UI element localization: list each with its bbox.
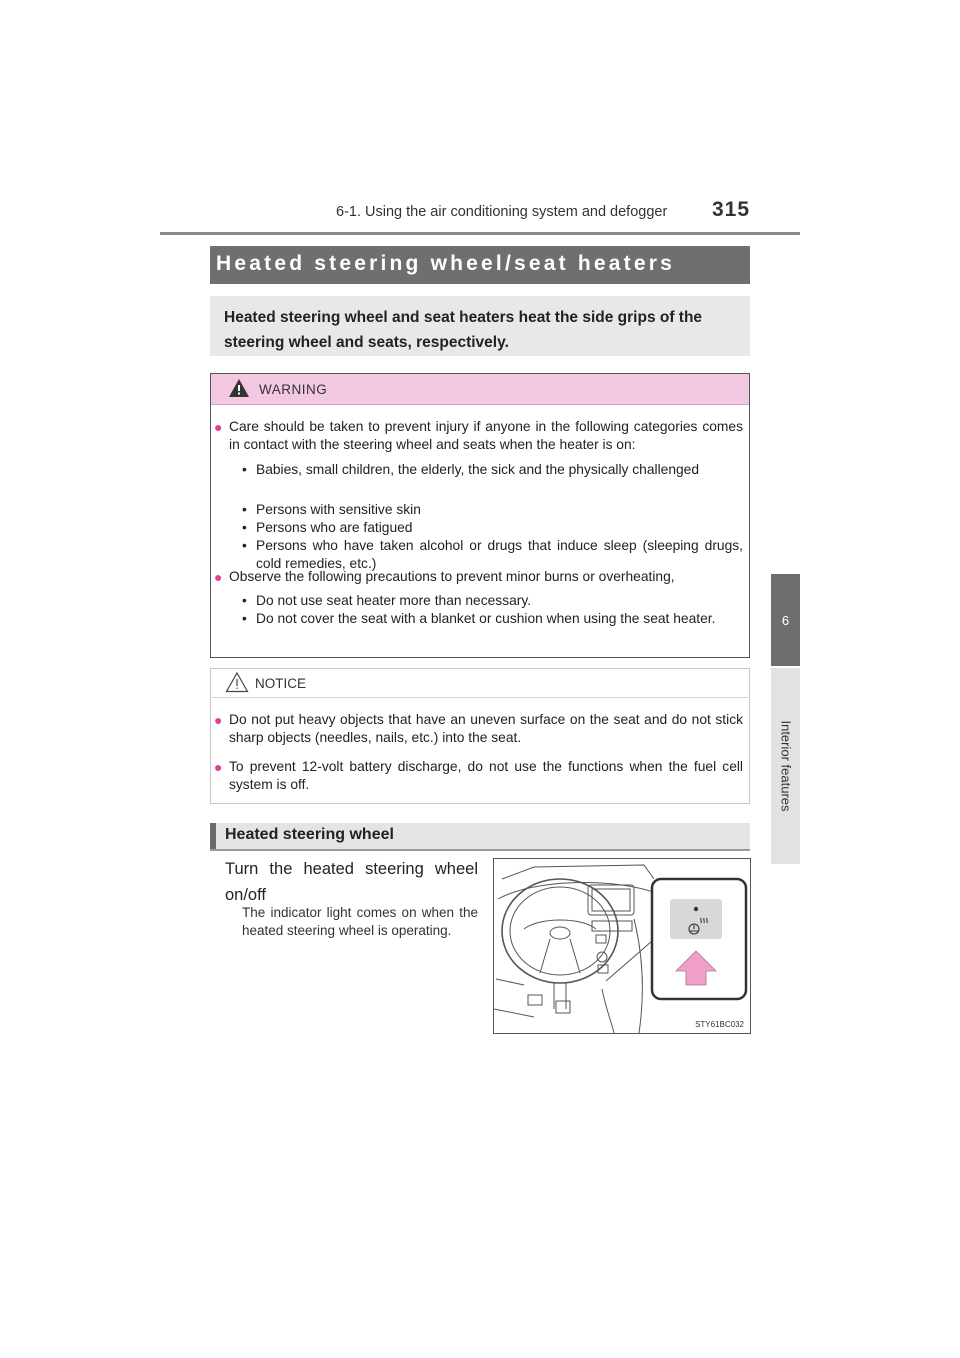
figure-code: STY61BC032 [695,1020,744,1029]
warning-sub-item: • Do not use seat heater more than necessary. [242,593,532,608]
page-title-bar [210,246,750,284]
warning-header [211,374,749,405]
notice-label: NOTICE [255,676,307,691]
subsection-heading-bar [210,823,750,849]
intro-box [210,296,750,356]
bullet-icon: ● [214,712,223,728]
step-text: Turn the heated steering wheel on/off [225,860,478,904]
warning-bullet: ● Care should be taken to prevent injury if anyone in the following categories comes in contact with the steering wheel and seats when the heater is on: [214,419,743,452]
warning-sub-item: • Persons who are fatigued [242,520,413,535]
page-number: 315 [712,198,751,221]
warning-icon [228,378,250,398]
warning-box [210,373,750,658]
warning-label: WARNING [259,382,328,397]
chapter-tab-label: Interior features [778,720,793,812]
steering-wheel-switch-illustration [494,859,750,1033]
section-header: 6-1. Using the air conditioning system and defogger [336,204,668,220]
intro-text: Heated steering wheel and seat heaters heat the side grips of the steering wheel and seats, respectively. [224,309,703,351]
dashboard-illustration [493,858,751,1034]
warning-bullet: ● Observe the following precautions to prevent minor burns or overheating, [214,569,675,585]
warning-sub-item: • Do not cover the seat with a blanket or cushion when using the seat heater. [242,611,716,626]
step-note: The indicator light comes on when the heated steering wheel is operating. [242,905,478,938]
notice-box [210,668,750,804]
warning-sub-item: • Babies, small children, the elderly, the sick and the physically challenged [242,462,700,477]
header-rule [160,232,800,235]
page-title: Heated steering wheel/seat heaters [216,252,675,275]
notice-bullet: ● Do not put heavy objects that have an uneven surface on the seat and do not stick sharp objects (needles, nails, etc.) into the seat. [214,712,743,745]
bullet-icon: ● [214,569,223,585]
chapter-tab [771,668,800,864]
subsection-rule [210,849,750,851]
warning-sub-item: • Persons who have taken alcohol or drugs that induce sleep (sleeping drugs, cold remedies, etc.) [242,538,743,571]
chapter-tab-number: 6 [771,574,800,666]
caution-icon [225,671,249,693]
notice-header [211,669,749,698]
notice-bullet: ● To prevent 12-volt battery discharge, do not use the functions when the fuel cell system is off. [214,759,743,792]
bullet-icon: ● [214,419,223,435]
bullet-icon: ● [214,759,223,775]
subsection-heading: Heated steering wheel [225,826,394,843]
warning-sub-item: • Persons with sensitive skin [242,502,421,517]
